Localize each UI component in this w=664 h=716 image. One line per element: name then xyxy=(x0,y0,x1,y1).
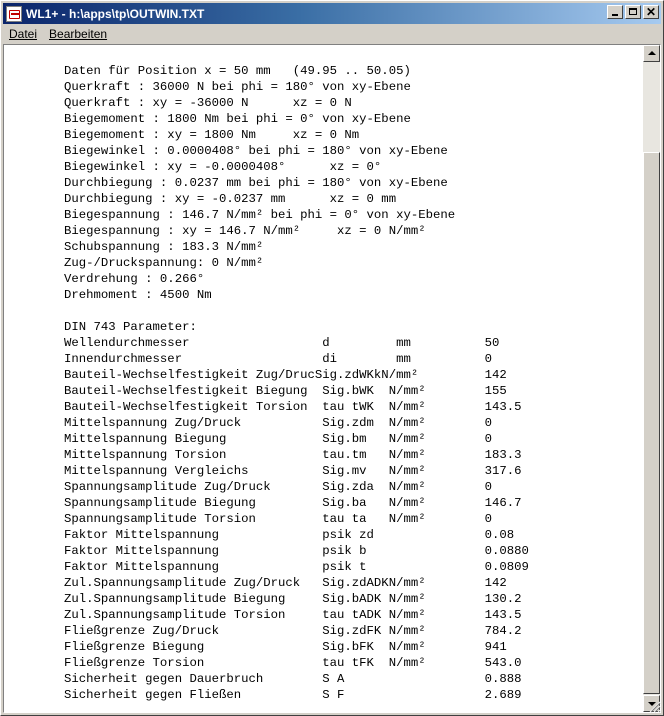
text-line: Biegemoment : 1800 Nm bei phi = 0° von xy-Ebene xyxy=(64,112,411,126)
text-line: Durchbiegung : xy = -0.0237 mm xz = 0 mm xyxy=(64,192,397,206)
menu-bearbeiten[interactable] xyxy=(43,27,113,41)
caption-buttons xyxy=(605,5,659,19)
window-title: WL1+ - h:\apps\tp\OUTWIN.TXT xyxy=(26,6,205,21)
text-line: Querkraft : xy = -36000 N xz = 0 N xyxy=(64,96,352,110)
text-line: Durchbiegung : 0.0237 mm bei phi = 180° von xy-Ebene xyxy=(64,176,448,190)
title-bar[interactable] xyxy=(3,3,661,24)
text-line: Drehmoment : 4500 Nm xyxy=(64,288,212,302)
text-line: Biegewinkel : xy = -0.0000408° xz = 0° xyxy=(64,160,382,174)
text-line: Biegespannung : 146.7 N/mm² bei phi = 0° von xy-Ebene xyxy=(64,208,456,222)
menu-bearbeiten-label: Bearbeiten xyxy=(49,27,108,41)
text-line: Wellendurchmesser d mm 50 xyxy=(64,336,500,350)
text-line: Sicherheit gegen Dauerbruch S A 0.888 xyxy=(64,672,522,686)
maximize-icon xyxy=(629,8,637,15)
text-line: DIN 743 Parameter: xyxy=(64,320,197,334)
text-line: Spannungsamplitude Torsion tau ta N/mm² 0 xyxy=(64,512,493,526)
scroll-up-button[interactable] xyxy=(643,45,660,62)
minimize-button[interactable] xyxy=(607,5,623,19)
close-button[interactable] xyxy=(643,5,659,19)
menu-datei-label: Datei xyxy=(9,27,38,41)
text-line: Zul.Spannungsamplitude Biegung Sig.bADK N/mm² 130.2 xyxy=(64,592,522,606)
arrow-up-icon xyxy=(648,51,656,55)
text-line: Mittelspannung Zug/Druck Sig.zdm N/mm² 0 xyxy=(64,416,493,430)
text-line xyxy=(64,303,529,319)
menu-datei[interactable] xyxy=(3,27,43,41)
text-line: Biegespannung : xy = 146.7 N/mm² xz = 0 N/mm² xyxy=(64,224,426,238)
text-line: Faktor Mittelspannung psik b 0.0880 xyxy=(64,544,529,558)
text-line: Faktor Mittelspannung psik zd 0.08 xyxy=(64,528,515,542)
text-line: Schubspannung : 183.3 N/mm² xyxy=(64,240,264,254)
text-line: Zul.Spannungsamplitude Zug/Druck Sig.zdADKN/mm² 142 xyxy=(64,576,507,590)
text-line: Verdrehung : 0.266° xyxy=(64,272,205,286)
text-line: Daten für Position x = 50 mm (49.95 .. 50.05) xyxy=(64,64,411,78)
app-icon[interactable] xyxy=(6,6,22,22)
text-line: Spannungsamplitude Zug/Druck Sig.zda N/mm² 0 xyxy=(64,480,493,494)
text-line: Fließgrenze Torsion tau tFK N/mm² 543.0 xyxy=(64,656,522,670)
maximize-button[interactable] xyxy=(625,5,641,19)
text-line: Faktor Mittelspannung psik t 0.0809 xyxy=(64,560,529,574)
text-line: Bauteil-Wechselfestigkeit Biegung Sig.bWK N/mm² 155 xyxy=(64,384,507,398)
text-output-area[interactable] xyxy=(4,45,643,712)
text-lines xyxy=(64,63,529,703)
text-line: Bauteil-Wechselfestigkeit Zug/DrucSig.zdWKkN/mm² 142 xyxy=(64,368,507,382)
text-line: Sicherheit gegen Fließen S F 2.689 xyxy=(64,688,522,702)
minimize-icon xyxy=(612,14,618,16)
close-icon: ✕ xyxy=(645,5,657,19)
size-grip-icon[interactable] xyxy=(649,701,661,713)
text-line: Bauteil-Wechselfestigkeit Torsion tau tWK N/mm² 143.5 xyxy=(64,400,522,414)
text-line: Spannungsamplitude Biegung Sig.ba N/mm² 146.7 xyxy=(64,496,522,510)
text-line: Zug-/Druckspannung: 0 N/mm² xyxy=(64,256,264,270)
client-area xyxy=(3,44,661,713)
text-line: Mittelspannung Biegung Sig.bm N/mm² 0 xyxy=(64,432,493,446)
text-line: Biegemoment : xy = 1800 Nm xz = 0 Nm xyxy=(64,128,360,142)
text-line: Querkraft : 36000 N bei phi = 180° von xy-Ebene xyxy=(64,80,411,94)
text-line: Innendurchmesser di mm 0 xyxy=(64,352,493,366)
text-line: Mittelspannung Vergleichs Sig.mv N/mm² 317.6 xyxy=(64,464,522,478)
text-line: Biegewinkel : 0.0000408° bei phi = 180° von xy-Ebene xyxy=(64,144,448,158)
text-line: Fließgrenze Biegung Sig.bFK N/mm² 941 xyxy=(64,640,507,654)
scroll-thumb[interactable] xyxy=(643,152,660,694)
vertical-scrollbar[interactable] xyxy=(643,45,660,712)
text-line: Zul.Spannungsamplitude Torsion tau tADK N/mm² 143.5 xyxy=(64,608,522,622)
text-line: Mittelspannung Torsion tau.tm N/mm² 183.3 xyxy=(64,448,522,462)
menu-bar xyxy=(3,25,661,43)
text-line: Fließgrenze Zug/Druck Sig.zdFK N/mm² 784.2 xyxy=(64,624,522,638)
